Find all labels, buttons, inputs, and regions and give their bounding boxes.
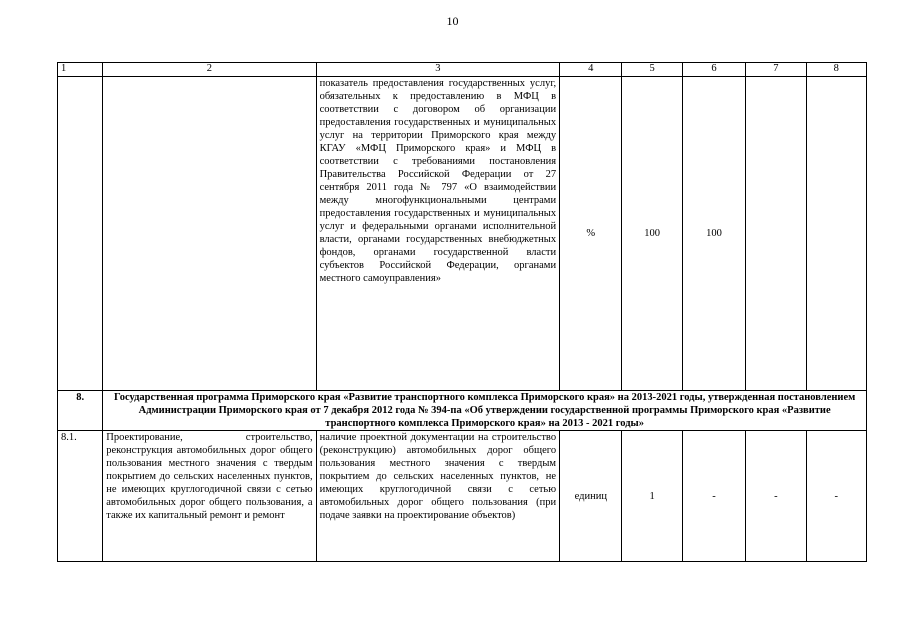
row-8-1-value-8: - <box>806 431 866 562</box>
page-number: 10 <box>446 14 459 28</box>
row-cont-number <box>58 77 103 391</box>
table-row-continuation <box>58 77 867 391</box>
header-cell-1: 1 <box>58 63 103 77</box>
row-8-1-event: Проектирование, строительство, реконструкция автомобильных дорог общего пользования местного значения с твердым покрытием до сельских населенных пунктов, не имеющих круглогодичной связи с сетью автомобильных дорог общего пользования, а также их капитальный ремонт и ремонт <box>103 431 316 562</box>
header-cell-5: 5 <box>622 63 682 77</box>
row-8-1-value-5: 1 <box>622 431 682 562</box>
row-cont-event <box>103 77 316 391</box>
row-cont-value-5: 100 <box>622 77 682 391</box>
header-cell-2: 2 <box>103 63 316 77</box>
row-cont-unit: % <box>560 77 622 391</box>
row-8-1-indicator: наличие проектной документации на строительство (реконструкцию) автомобильных дорог общего пользования местного значения с твердым покрытием до сельских населенных пунктов, не имеющих круглогодичной связи с сетью автомобильных дорог общего пользования (при подаче заявки на проектирование объектов) <box>316 431 560 562</box>
header-cell-4: 4 <box>560 63 622 77</box>
header-cell-3: 3 <box>316 63 560 77</box>
row-cont-value-7 <box>746 77 806 391</box>
section-number: 8. <box>58 391 103 431</box>
header-cell-8: 8 <box>806 63 866 77</box>
table-row-8-1 <box>58 431 867 562</box>
section-row <box>58 391 867 431</box>
row-cont-value-8 <box>806 77 866 391</box>
indicators-table <box>57 62 867 562</box>
row-8-1-value-7: - <box>746 431 806 562</box>
section-title: Государственная программа Приморского края «Развитие транспортного комплекса Приморского края» на 2013-2021 годы, утвержденная постановлением Администрации Приморского края от 7 декабря 2012 года № 394-па «Об утверждении государственной программы Приморского края «Развитие транспортного комплекса Приморского края» на 2013 - 2021 годы» <box>103 391 867 431</box>
row-8-1-unit: единиц <box>560 431 622 562</box>
row-8-1-number: 8.1. <box>58 431 103 562</box>
row-cont-value-6: 100 <box>682 77 745 391</box>
header-cell-7: 7 <box>746 63 806 77</box>
header-cell-6: 6 <box>682 63 745 77</box>
header-row <box>58 63 867 77</box>
row-8-1-value-6: - <box>682 431 745 562</box>
row-cont-indicator: показатель предоставления государственных услуг, обязательных к предоставлению в МФЦ в соответствии с договором об организации предоставления государственных и муниципальных услуг на территории Приморского края между КГАУ «МФЦ Приморского края» и МФЦ в соответствии с требованиями постановления Правительства Российской Федерации от 27 сентября 2011 года № 797 «О взаимодействии между многофункциональными центрами предоставления государственных и муниципальных услуг и федеральными органами исполнительной власти, органами государственных внебюджетных фондов, органами государственной власти субъектов Российской Федерации, органами местного самоуправления» <box>316 77 560 391</box>
